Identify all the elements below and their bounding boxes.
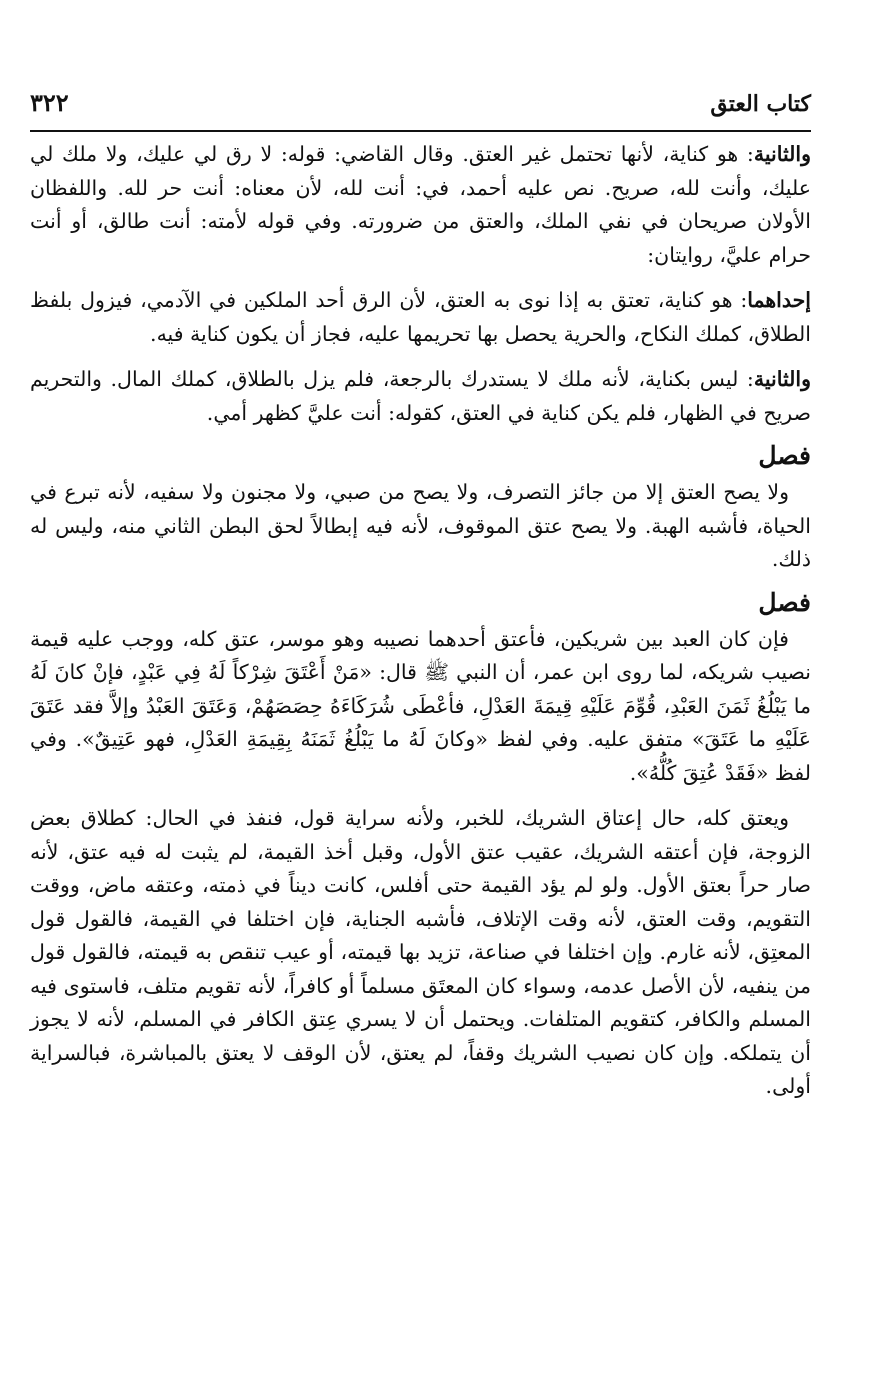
section-heading-2: فصل bbox=[758, 587, 811, 617]
page-number: ٣٢٢ bbox=[30, 88, 69, 117]
running-title: كتاب العتق bbox=[710, 91, 811, 117]
header-rule bbox=[30, 130, 811, 132]
section-heading-1: فصل bbox=[758, 441, 811, 470]
paragraph-2 bbox=[30, 284, 811, 351]
paragraph-1-label: والثانية bbox=[753, 142, 811, 166]
paragraph-1-text: : هو كناية، لأنها تحتمل غير العتق. وقال القاضي: قوله: لا رق لي عليك، ولا ملك لي عليك، وأنت لله، صريح. نص عليه أحمد، في: أنت لله، لأن معناه: أنت حر لله. واللفظان الأولان صريحان في نفي الملك، والعتق من ضرورته. وفي قوله لأمته: أنت طالق، أو أنت حرام عليَّ، روايتان: bbox=[30, 142, 811, 267]
paragraph-1 bbox=[30, 138, 811, 272]
paragraph-3-text: : ليس بكناية، لأنه ملك لا يستدرك بالرجعة، فلم يزل بالطلاق، كملك المال. والتحريم صريح في الظهار، فلم يكن كناية في العتق، كقوله: أنت عليَّ كظهر أمي. bbox=[30, 367, 811, 425]
paragraph-2-text: : هو كناية، تعتق به إذا نوى به العتق، لأن الرق أحد الملكين في الآدمي، فيزول بلفظ الطلاق، كملك النكاح، والحرية يحصل بها تحريمها عليه، فجاز أن يكون كناية فيه. bbox=[30, 288, 811, 346]
paragraph-6: ويعتق كله، حال إعتاق الشريك، للخبر، ولأنه سراية قول، فنفذ في الحال: كطلاق بعض الزوجة، فإن أعتقه الشريك، عقيب عتق الأول، وقبل أخذ القيمة، لم يثبت له فيه عتق، لأنه صار حراً بعتق الأول. ولو لم يؤد القيمة حتى أفلس، كانت ديناً في ذمته، وعتقه ماض، ووقت التقويم، وقت العتق، لأنه وقت الإتلاف، فأشبه الجناية، فإن اختلفا في القيمة، فالقول قول المعتِق، لأنه غارم. وإن اختلفا في صناعة، تزيد بها قيمته، أو عيب تنقص به قيمته، فالقول قول من ينفيه، لأن الأصل عدمه، وسواء كان المعتَق مسلماً أو كافراً، لأنه تقويم متلف، فاستوى فيه المسلم والكافر، كتقويم المتلفات. ويحتمل أن لا يسري عِتق الكافر في المسلم، لأنه لا يجوز أن يتملكه. وإن كان نصيب الشريك وقفاً، لم يعتق، لأن الوقف لا يعتق بالمباشرة، فبالسراية أولى. bbox=[30, 806, 811, 1098]
paragraph-4: ولا يصح العتق إلا من جائز التصرف، ولا يصح من صبي، ولا مجنون ولا سفيه، لأنه تبرع في الحياة، فأشبه الهبة. ولا يصح عتق الموقوف، لأنه فيه إبطالاً لحق البطن الثاني منه، وليس له ذلك. bbox=[30, 480, 811, 571]
paragraph-3-label: والثانية bbox=[753, 367, 811, 391]
paragraph-2-label: إحداهما bbox=[747, 288, 811, 312]
paragraph-3 bbox=[30, 363, 811, 430]
page-header bbox=[30, 88, 811, 117]
page-body bbox=[30, 138, 811, 1104]
paragraph-5: فإن كان العبد بين شريكين، فأعتق أحدهما نصيبه وهو موسر، عتق كله، ووجب عليه قيمة نصيب شريكه، لما روى ابن عمر، أن النبي ﷺ قال: «مَنْ أَعْتَقَ شِرْكاً لَهُ فِي عَبْدٍ، فإنْ كانَ لَهُ ما يَبْلُغُ ثَمَنَ العَبْدِ، قُوِّمَ عَلَيْهِ قِيمَةَ العَدْلِ، فأعْطَى شُرَكَاءَهُ حِصَصَهُمْ، وَعَتَقَ العَبْدُ وإلاَّ فقد عَتَقَ عَلَيْهِ ما عَتَقَ» متفق عليه. وفي لفظ «وكانَ لَهُ ما يَبْلُغُ ثَمَنَهُ بِقِيمَةِ العَدْلِ، فهو عَتِيقٌ». وفي لفظ «فَقَدْ عُتِقَ كُلُّهُ». bbox=[30, 626, 811, 785]
